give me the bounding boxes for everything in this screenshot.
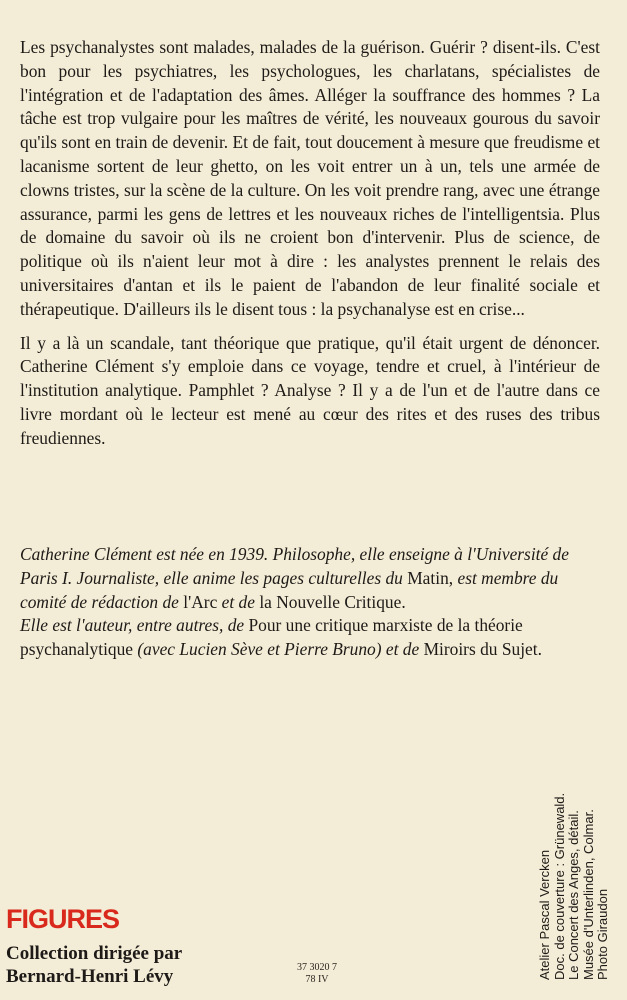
series-logo: FIGURES xyxy=(6,904,120,934)
series-editor-line: Collection dirigée par xyxy=(6,943,183,964)
bio-title: la Nouvelle Critique. xyxy=(259,591,406,612)
image-credits xyxy=(538,700,611,980)
blurb-paragraph: Les psychanalystes sont malades, malades de la guérison. Guérir ? disent-ils. C'est bon pour les psychiatres, les psychologues, les charlatans, spécialistes de l'intégration et de l'adaptation des âmes. Alléger la souffrance des hommes ? La tâche est trop vulgaire pour les maîtres de vérité, les nouveaux gourous du savoir qu'ils sont en train de devenir. Et de fait, tout doucement à mesure que freudisme et lacanisme sortent de leur ghetto, on les voit entrer un à un, tels une armée de clowns tristes, sur la scène de la culture. On les voit prendre rang, avec une étrange assurance, parmi les gens de lettres et les nouveaux riches de l'intelligentsia. Plus de domaine du savoir où ils ne croient bon d'intervenir. Plus de science, de politique où ils n'aient leur mot à dire : les analystes prennent le relais des universitaires d'antan et ils le paient de l'abandon de leur finalité sociale et thérapeutique. D'ailleurs ils le disent tous : la psychanalyse est en crise... xyxy=(20,37,600,319)
series-editor xyxy=(6,942,182,988)
series-editor-line: Bernard-Henri Lévy xyxy=(6,966,174,987)
bio-text: Catherine Clément est née en 1939. Philosophe, elle enseigne à l'Université de Paris I. Journaliste, elle anime les pages culturelles du xyxy=(20,544,569,588)
bio-text: Elle est l'auteur, entre autres, de xyxy=(20,615,245,636)
bio-title: Pour une critique marxiste de la théorie psychanalytique xyxy=(20,615,523,660)
bio-title: Matin, xyxy=(407,567,454,588)
credit-line: Photo Giraudon xyxy=(595,888,610,980)
bio-text: est membre du comité de rédaction de xyxy=(20,567,559,612)
bio-paragraph xyxy=(20,614,600,662)
bio-title: l'Arc xyxy=(183,591,218,612)
author-bio xyxy=(20,543,600,662)
bio-text: et de xyxy=(221,591,255,612)
catalog-code-line: 37 3020 7 xyxy=(297,962,337,973)
bio-title: Miroirs du Sujet. xyxy=(423,639,542,660)
credit-line: Musée d'Unterlinden, Colmar. xyxy=(580,809,596,980)
credit-line: Le Concert des Anges, détail. xyxy=(566,810,581,980)
bio-text: (avec Lucien Sève et Pierre Bruno) et de xyxy=(137,639,420,660)
blurb-paragraph: Il y a là un scandale, tant théorique que pratique, qu'il était urgent de dénoncer. Catherine Clément s'y emploie dans ce voyage, tendre et cruel, à l'intérieur de l'institution analytique. Pamphlet ? Analyse ? Il y a de l'un et de l'autre dans ce livre mordant où le lecteur est mené au cœur des rites et des ruses des tribus freudiennes. xyxy=(20,332,600,448)
blurb xyxy=(20,36,600,451)
credit-line: Atelier Pascal Vercken xyxy=(537,849,552,980)
credit-line: Doc. de couverture : Grünewald. xyxy=(551,792,567,980)
catalog-code-line: 78 IV xyxy=(305,974,329,985)
bio-paragraph xyxy=(20,543,600,614)
catalog-code xyxy=(297,962,337,986)
